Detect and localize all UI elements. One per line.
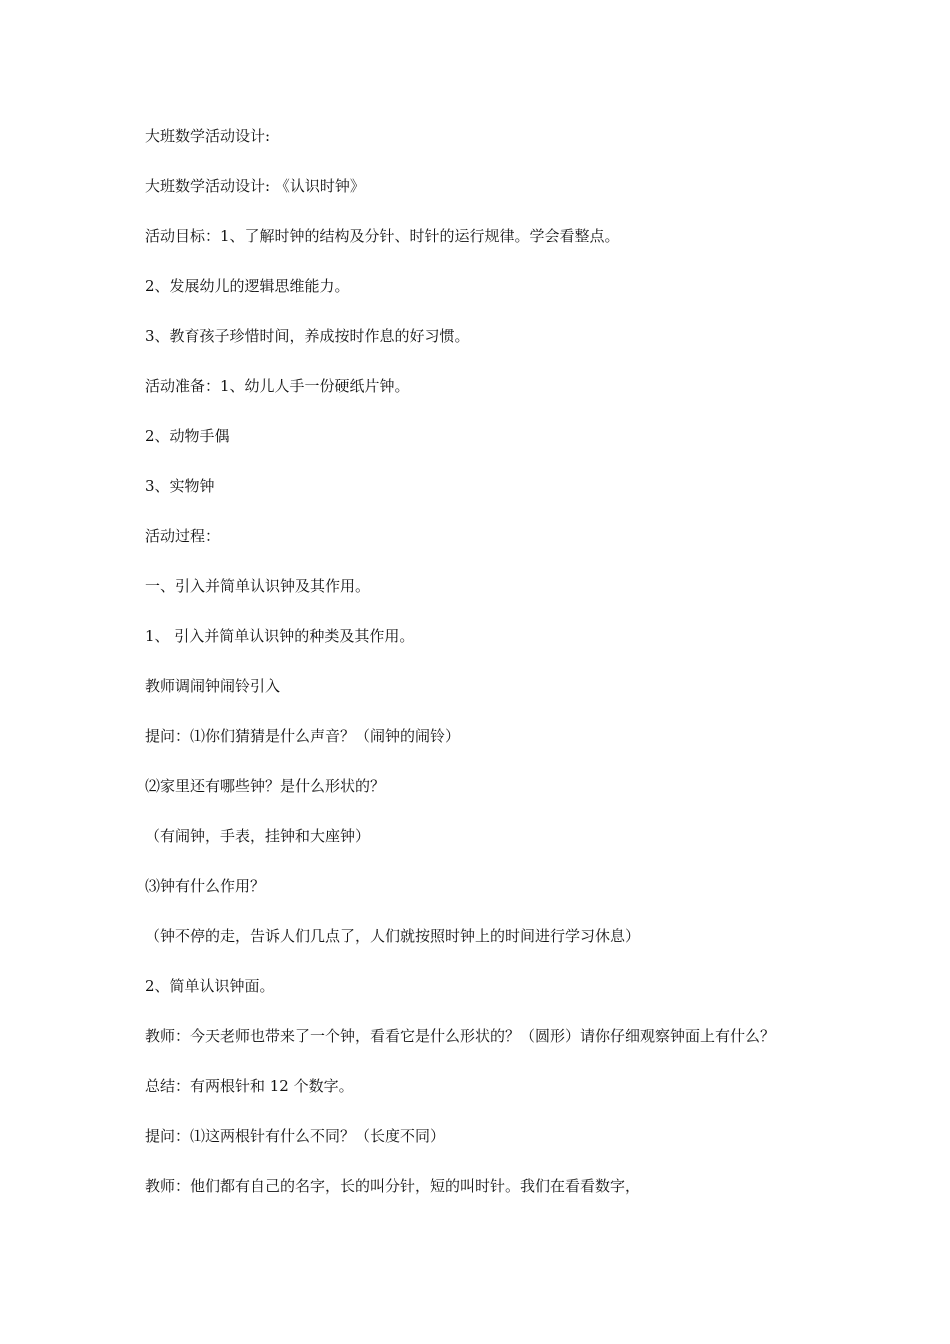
document-body [145,124,835,1224]
subsection-heading-2: 2、简单认识钟面。 [145,977,275,995]
section-heading-process: 活动过程： [145,527,221,545]
subsection-heading-1: 1、 引入并简单认识钟的种类及其作用。 [145,627,415,645]
paragraph-goal-2: 2、发展幼儿的逻辑思维能力。 [145,277,350,295]
section-heading-1: 一、引入并简单认识钟及其作用。 [145,577,371,595]
paragraph-teacher-2: 教师：他们都有自己的名字，长的叫分针，短的叫时针。我们在看看数字， [145,1177,641,1195]
paragraph-answer-3: （钟不停的走，告诉人们几点了，人们就按照时钟上的时间进行学习休息） [145,927,641,945]
paragraph-teacher-1: 教师：今天老师也带来了一个钟，看看它是什么形状的？（圆形）请你仔细观察钟面上有什么？ [145,1027,776,1045]
paragraph-question-2: ⑵家里还有哪些钟？是什么形状的？ [145,777,386,795]
paragraph-summary: 总结：有两根针和 12 个数字。 [145,1077,354,1095]
paragraph-goal-1: 活动目标：1、了解时钟的结构及分针、时针的运行规律。学会看整点。 [145,227,620,245]
paragraph-answer-2: （有闹钟，手表，挂钟和大座钟） [145,827,371,845]
doc-subtitle: 大班数学活动设计: 《认识时钟》 [145,177,365,195]
paragraph-prep-2: 2、动物手偶 [145,427,230,445]
paragraph-prep-3: 3、实物钟 [145,477,215,495]
paragraph-intro: 教师调闹钟闹铃引入 [145,677,281,695]
doc-title: 大班数学活动设计: [145,127,271,145]
paragraph-question-1: 提问：⑴你们猜猜是什么声音？（闹钟的闹铃） [145,727,461,745]
paragraph-prep-1: 活动准备：1、幼儿人手一份硬纸片钟。 [145,377,410,395]
paragraph-question-4: 提问：⑴这两根针有什么不同？（长度不同） [145,1127,446,1145]
paragraph-question-3: ⑶钟有什么作用？ [145,877,266,895]
paragraph-goal-3: 3、教育孩子珍惜时间，养成按时作息的好习惯。 [145,327,470,345]
